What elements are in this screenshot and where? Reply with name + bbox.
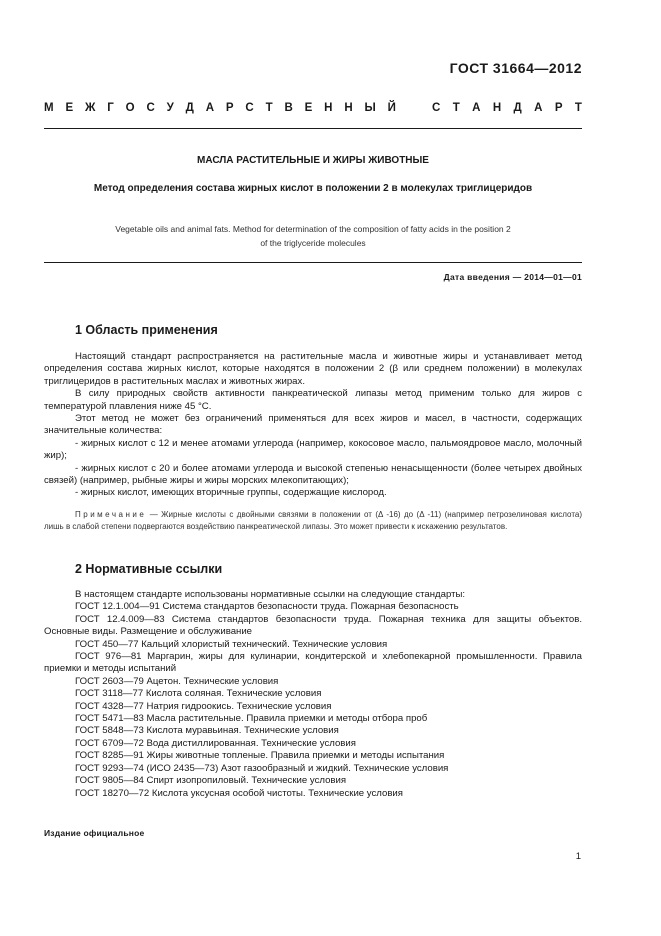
banner-letter: Е	[65, 102, 74, 114]
banner-letter: Г	[107, 102, 114, 114]
page-number: 1	[575, 851, 581, 862]
english-title	[60, 222, 566, 250]
list-item: - жирных кислот с 12 и менее атомами углерода (например, кокосовое масло, пальмоядровое масло, молочный жир);	[44, 437, 582, 462]
english-title-line2: of the triglyceride molecules	[260, 238, 366, 248]
header-rule	[44, 128, 582, 129]
banner-letter: Т	[265, 102, 273, 114]
banner-letter: Н	[492, 102, 502, 114]
reference-item: ГОСТ 8285—91 Жиры животные топленые. Правила приемки и методы испытания	[75, 750, 445, 762]
reference-item: ГОСТ 12.4.009—83 Система стандартов безопасности труда. Пожарная техника для защиты объектов. Основные виды. Размещение и обслуживание	[44, 613, 582, 638]
section-1-heading: 1 Область применения	[75, 323, 218, 337]
list-item: - жирных кислот, имеющих вторичные группы, содержащие кислород.	[75, 487, 387, 499]
reference-item: ГОСТ 5848—73 Кислота муравьиная. Технические условия	[75, 725, 339, 737]
document-subtitle: Метод определения состава жирных кислот в положении 2 в молекулах триглицеридов	[93, 183, 533, 194]
paragraph: В настоящем стандарте использованы нормативные ссылки на следующие стандарты:	[75, 589, 466, 600]
banner-letter: А	[205, 102, 215, 114]
section-1-note	[44, 509, 582, 534]
reference-item: ГОСТ 5471—83 Масла растительные. Правила приемки и методы отбора проб	[75, 713, 428, 725]
paragraph: В силу природных свойств активности панкреатической липазы метод применим только для жиров с температурой плавления ниже 45 °С.	[44, 388, 582, 412]
banner-letter: Ж	[84, 102, 96, 114]
reference-item: ГОСТ 3118—77 Кислота соляная. Технические условия	[75, 688, 322, 700]
document-title: МАСЛА РАСТИТЕЛЬНЫЕ И ЖИРЫ ЖИВОТНЫЕ	[197, 155, 429, 166]
introduction-date: Дата введения — 2014—01—01	[443, 272, 582, 282]
reference-item: ГОСТ 4328—77 Натрия гидроокись. Технические условия	[75, 700, 332, 712]
list-item: - жирных кислот с 20 и более атомами углерода и высокой степенью ненасыщенности (более четырех двойных связей) (например, рыбные жиры и жиры морских млекопитающих);	[44, 462, 582, 487]
document-number: ГОСТ 31664—2012	[449, 60, 582, 76]
reference-item: ГОСТ 976—81 Маргарин, жиры для кулинарии, кондитерской и хлебопекарной промышленности. Правила приемки и методы испытаний	[44, 651, 582, 675]
banner-letter: А	[534, 102, 543, 114]
banner-letter: Н	[344, 102, 353, 114]
banner-letter: Д	[185, 102, 194, 114]
banner-letter: С	[245, 102, 254, 114]
note-label: Примечание	[75, 510, 147, 519]
english-title-line1: Vegetable oils and animal fats. Method for determination of the composition of fatty acids in the position 2	[115, 224, 511, 234]
section-2-heading: 2 Нормативные ссылки	[75, 562, 223, 576]
section-1-body	[44, 351, 582, 500]
reference-item: ГОСТ 18270—72 Кислота уксусная особой чистоты. Технические условия	[75, 787, 403, 799]
banner-letter: А	[472, 102, 481, 114]
banner-letter: С	[146, 102, 155, 114]
banner-letter: О	[125, 102, 135, 114]
banner-letter: У	[166, 102, 174, 114]
banner-letter: В	[284, 102, 293, 114]
banner-letter: Н	[324, 102, 333, 114]
banner-letter: Е	[304, 102, 313, 114]
reference-item: ГОСТ 9805—84 Спирт изопропиловый. Технические условия	[75, 775, 347, 787]
section-2-body	[44, 589, 582, 800]
standard-banner	[44, 102, 582, 114]
reference-item: ГОСТ 2603—79 Ацетон. Технические условия	[75, 675, 279, 687]
reference-item: ГОСТ 9293—74 (ИСО 2435—73) Азот газообразный и жидкий. Технические условия	[75, 762, 449, 774]
reference-item: ГОСТ 12.1.004—91 Система стандартов безопасности труда. Пожарная безопасность	[75, 601, 459, 613]
banner-letter: Т	[574, 102, 582, 114]
official-edition-label: Издание официальное	[44, 828, 145, 838]
note-text: — Жирные кислоты с двойными связями в положении от (Δ -16) до (Δ -11) (например петрозелиновая кислота) лишь в слабой степени подвергаются воздействию панкреатической липазы. Это может привести к искажению результатов.	[44, 510, 582, 532]
banner-letter: Т	[452, 102, 460, 114]
banner-letter: С	[432, 102, 441, 114]
reference-item: ГОСТ 6709—72 Вода дистиллированная. Технические условия	[75, 737, 356, 749]
paragraph: Этот метод не может без ограничений применяться для всех жиров и масел, в частности, содержащих значительные количества:	[44, 413, 582, 437]
title-rule	[44, 262, 582, 263]
banner-word-standard	[432, 102, 582, 114]
banner-word-interstate	[44, 102, 396, 114]
banner-letter: М	[44, 102, 54, 114]
reference-item: ГОСТ 450—77 Кальций хлористый технический. Технические условия	[75, 638, 388, 650]
banner-letter: Й	[387, 102, 396, 114]
banner-letter: Ы	[364, 102, 376, 114]
banner-letter: Р	[225, 102, 234, 114]
banner-letter: Д	[513, 102, 522, 114]
paragraph: Настоящий стандарт распространяется на растительные масла и животные жиры и устанавливает метод определения состава жирных кислот, которые находятся в положении 2 (β или среднем положении) в молекулах триглицеридов в растительных маслах и животных жирах.	[44, 351, 582, 387]
banner-letter: Р	[554, 102, 563, 114]
